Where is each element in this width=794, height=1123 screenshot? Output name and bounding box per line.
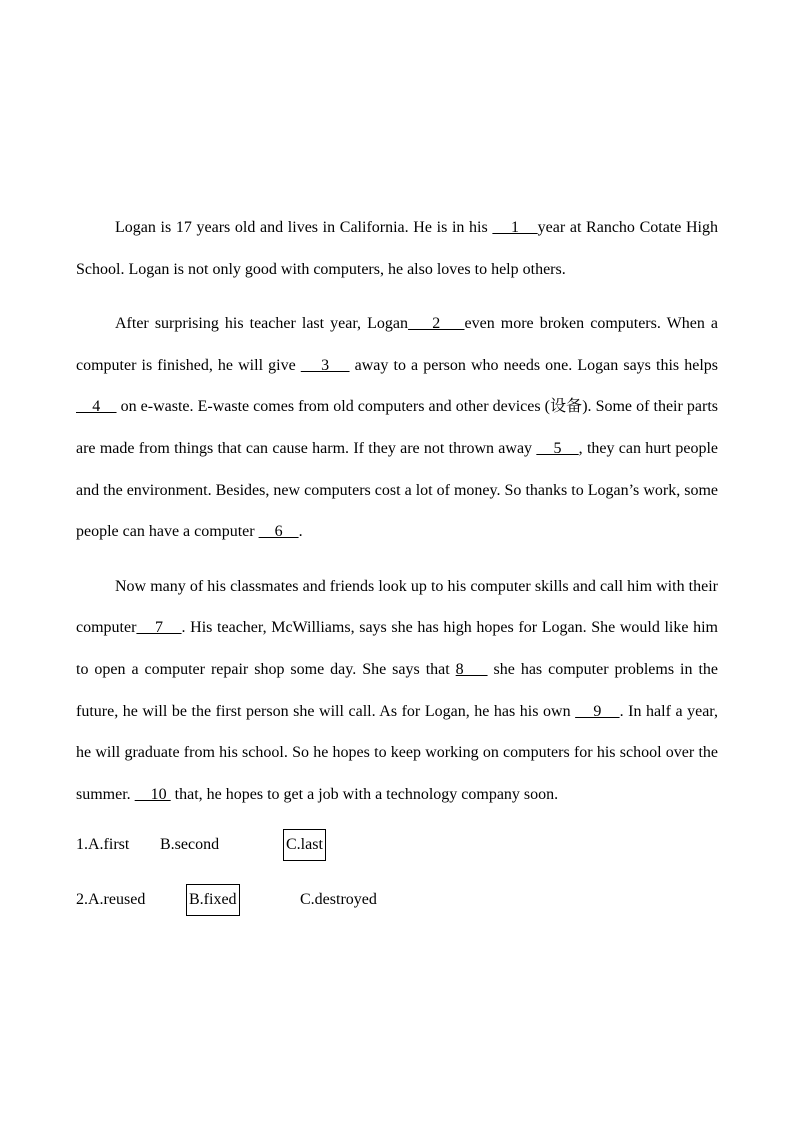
blank-9: 9 (575, 702, 620, 720)
paragraph-text: . (298, 523, 303, 541)
blank-7: 7 (136, 619, 182, 637)
option-1c[interactable]: C.last (285, 831, 324, 859)
paragraph-text: that, he hopes to get a job with a technology company soon. (170, 785, 559, 803)
question-1-options (76, 831, 718, 859)
blank-5: 5 (536, 439, 579, 457)
paragraph-text: she has computer problems in the future, he will be the first person she will call. As for Logan, he has his own (76, 660, 719, 720)
paragraph-text: , they can hurt people and the environment. Besides, new computers cost a lot of money. So thanks to Logan’s work, some people can have a computer (76, 439, 719, 541)
blank-8: 8 (455, 660, 488, 678)
blank-4: 4 (76, 398, 117, 416)
blank-1: 1 (492, 219, 538, 236)
paragraph-text: Now many of his classmates and friends look up to his computer skills and call him with their computer (76, 577, 718, 637)
paragraph-text: After surprising his teacher last year, Logan (115, 315, 408, 333)
option-2b[interactable]: B.fixed (188, 886, 238, 914)
paragraph-text: away to a person who needs one. Logan says this helps (349, 356, 718, 374)
blank-10: 10 (134, 785, 171, 803)
paragraph-text: on e-waste. E-waste comes from old computers and other devices (设备). Some of their parts are made from things that can cause harm. If they are not thrown away (76, 398, 718, 457)
answer-options (76, 831, 718, 914)
paragraph-text: Logan is 17 years old and lives in California. He is in his (115, 219, 493, 236)
option-1b[interactable]: B.second (160, 836, 220, 854)
passage-page (76, 207, 718, 914)
blank-3: 3 (300, 356, 350, 374)
paragraph-text: year at Rancho Cotate High School. Logan is not only good with computers, he also loves to help others. (76, 219, 719, 278)
paragraph-text: . His teacher, McWilliams, says she has high hopes for Logan. She would like him to open a computer repair shop some day. She says that (76, 619, 719, 678)
option-2c[interactable]: C.destroyed (300, 891, 377, 909)
blank-6: 6 (258, 523, 299, 541)
question-2-options (76, 886, 718, 914)
paragraph-2 (76, 303, 718, 553)
option-1a[interactable]: 1.A.first (76, 836, 130, 854)
paragraph-text: even more broken computers. When a computer is finished, he will give (76, 315, 719, 374)
blank-2: 2 (407, 315, 465, 333)
paragraph-3 (76, 566, 718, 816)
paragraph-text: . In half a year, he will graduate from his school. So he hopes to keep working on computers for his school over the summer. (76, 702, 718, 803)
option-2a[interactable]: 2.A.reused (76, 891, 146, 909)
paragraph-1 (76, 207, 718, 290)
